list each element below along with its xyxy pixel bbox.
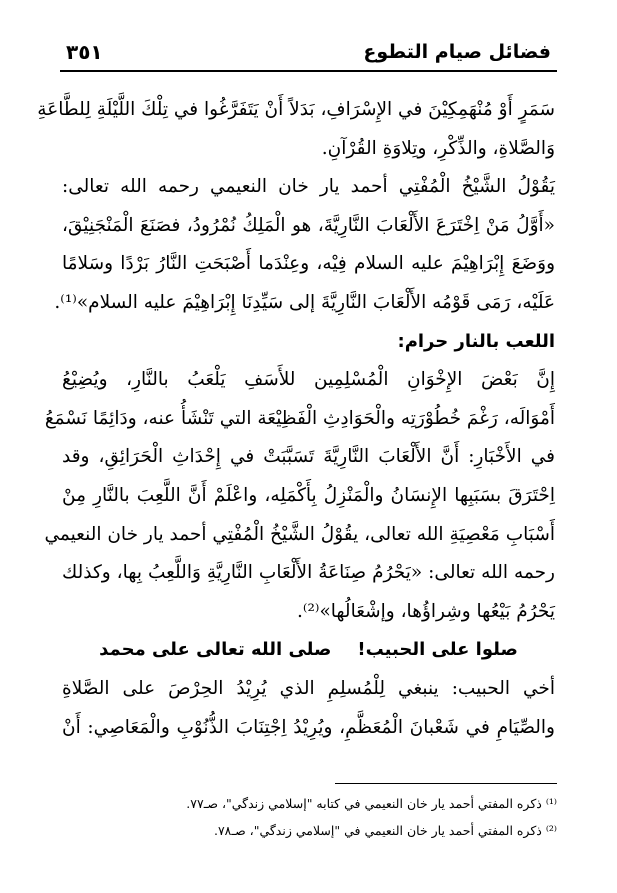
section-heading: اللعب بالنار حرام:: [397, 330, 555, 352]
header-rule: [60, 70, 557, 72]
main-text: [37, 91, 556, 747]
text-line: أَسْبَابِ مَعْصِيَةِ الله تعالى، يقُوْلُ الشَّيْخُ الْمُفْتِي أحمد يار خان النعيمي: [44, 523, 555, 545]
footnote: ⁽¹⁾ ذكره المفتي أحمد يار خان النعيمي في كتابه "إسلامي زندگي"، صـ٧٧.: [186, 796, 557, 811]
text-line: يَقُوْلُ الشَّيْخُ الْمُفْتِي أحمد يار خان النعيمي رحمه الله تعالى:: [62, 176, 555, 198]
text-line: رحمه الله تعالى: «يَحْرُمُ صِنَاعَةُ الأَلْعَابِ النَّارِيَّةِ وَاللَّعِبُ بِها، وكذلك: [62, 562, 555, 584]
salawat-line: [62, 631, 555, 670]
footnote-rule: [335, 783, 557, 784]
page-number: ٣٥١: [66, 40, 103, 64]
quote-line: «أَوَّلُ مَنْ اِخْتَرَعَ الأَلْعَابَ النَّارِيَّةَ، هو الْمَلِكُ نُمْرُودُ، فصَنَعَ الْمَنْجَنِيْقَ،: [62, 214, 555, 236]
running-header: [66, 38, 551, 66]
salawat-response: صلى الله تعالى على محمد: [99, 639, 332, 661]
text-line: أخي الحبيب: ينبغي لِلْمُسلِمِ الذي يُرِيْدُ الحِرْصَ على الصَّلاةِ: [62, 677, 555, 699]
footnotes: [62, 790, 557, 844]
text-line: اِحْتَرَقَ بسَبَبِها الإِنسَانُ والْمَنْزِلُ بِأَكْمَلِه، واعْلَمْ أَنَّ اللَّعِبَ بالنَّارِ مِنْ: [62, 484, 555, 506]
footnote: ⁽²⁾ ذكره المفتي أحمد يار خان النعيمي في "إسلامي زندگي"، صـ٧٨.: [213, 823, 557, 838]
text-line: إِنَّ بَعْضَ الإِخْوَانِ الْمُسْلِمِين للأَسَفِ يَلْعَبُ بالنَّارِ، ويُضِيْعُ: [62, 369, 555, 391]
text-line: سَمَرٍ أَوْ مُنْهَمِكِيْنَ في الإِسْرَافِ، بَدَلاً أَنْ يَتَفَرَّغُوا في تِلْكَ اللَّيْلَةِ لِلطَّاعَةِ: [37, 99, 555, 120]
text-line: يَحْرُمُ بَيْعُها وشِراؤُها، وإشْعَالُها»⁽²⁾.: [297, 600, 555, 622]
text-line: أَمْوَالَه، رَغْمَ خُطُوْرَتِه والْحَوَادِثِ الْفَظِيْعَة التي تَنْشَأُ عنه، ودَائِمًا نَسْمَعُ: [44, 407, 555, 429]
running-title: فضائل صيام التطوع: [363, 41, 551, 63]
quote-line: عَلَيْه، رَمَى قَوْمُه الأَلْعَابَ النَّارِيَّةَ إلى سَيِّدِنَا إِبْرَاهِيْمَ عليه السلام»⁽¹⁾.: [54, 291, 555, 313]
text-line: في الأَخْبَارِ: أَنَّ الأَلْعَابَ النَّارِيَّةَ تَسَبَّبَتْ في إِحْدَاثِ الْحَرَائِقِ، وقد: [62, 446, 555, 468]
quote-line: ووَضَعَ إِبْرَاهِيْمَ عليه السلام فِيْه، وعِنْدَما أَصْبَحَتِ النَّارُ بَرْدًا وسَلامًا: [62, 253, 556, 275]
text-line: والصِّيَامِ في شَعْبانَ الْمُعَظَّمِ، ويُرِيْدُ اِجْتِنَابَ الذُّنُوْبِ والْمَعَاصِي: أَنْ: [62, 716, 555, 738]
text-line: وَالصَّلاةِ، والذِّكْرِ، وتِلاوَةِ القُرْآنِ.: [321, 137, 555, 159]
salawat-call: صلوا على الحبيب!: [357, 639, 518, 661]
